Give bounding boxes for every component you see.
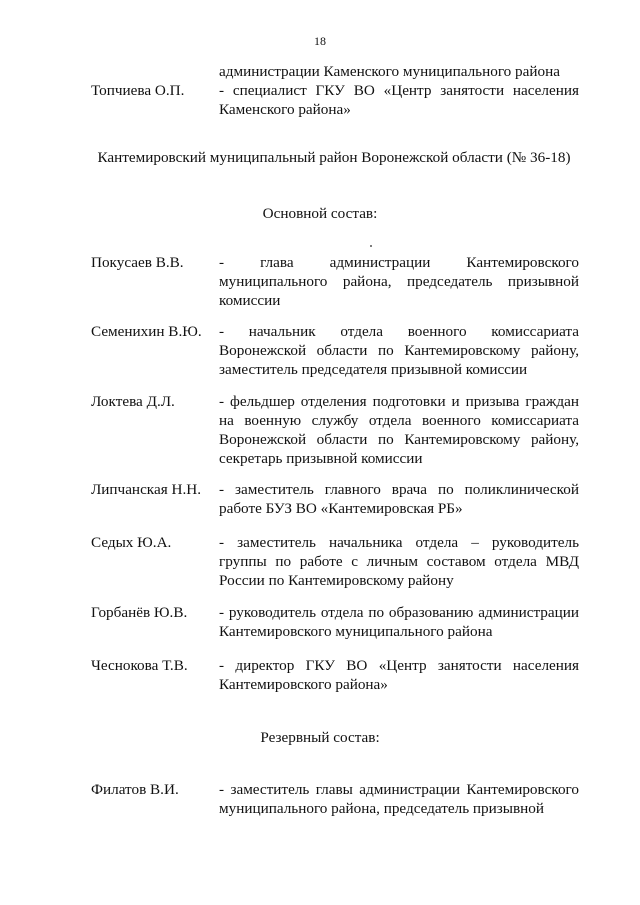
member-name: Чеснокова Т.В. [91,657,188,674]
member-role: - руководитель отдела по образованию администрации Кантемировского муниципального района [219,604,579,640]
member-role: - директор ГКУ ВО «Центр занятости населения Кантемировского района» [219,657,579,693]
member-role: - специалист ГКУ ВО «Центр занятости населения Каменского района» [219,82,579,118]
member-role: - глава администрации Кантемировского муниципального района, председатель призывной комиссии [219,254,579,309]
member-name: Седых Ю.А. [91,534,172,551]
member-role: - заместитель начальника отдела – руководитель группы по работе с личным составом отдела МВД России по Кантемировскому району [219,534,579,589]
member-role: - заместитель главы администрации Кантемировского муниципального района, председатель призывной [219,781,579,817]
scan-dot [370,245,372,247]
district-title: Кантемировский муниципальный район Воронежской области (№ 36-18) [97,149,571,166]
main-composition-heading: Основной состав: [262,205,378,222]
intro-line: администрации Каменского муниципального района [219,63,560,80]
member-name: Липчанская Н.Н. [91,481,202,498]
member-name: Филатов В.И. [91,781,179,798]
member-name: Топчиева О.П. [91,82,185,99]
member-role: - начальник отдела военного комиссариата Воронежской области по Кантемировскому району, заместитель председателя призывной комиссии [219,323,579,378]
member-name: Семенихин В.Ю. [91,323,202,340]
member-name: Покусаев В.В. [91,254,184,271]
member-name: Локтева Д.Л. [91,393,175,410]
page-number: 18 [314,34,326,48]
reserve-composition-heading: Резервный состав: [260,729,380,746]
member-role: - заместитель главного врача по поликлинической работе БУЗ ВО «Кантемировская РБ» [219,481,579,517]
member-name: Горбанёв Ю.В. [91,604,188,621]
member-role: - фельдшер отделения подготовки и призыва граждан на военную службу отдела военного комиссариата Воронежской области по Кантемировскому району, секретарь призывной комиссии [219,393,579,467]
